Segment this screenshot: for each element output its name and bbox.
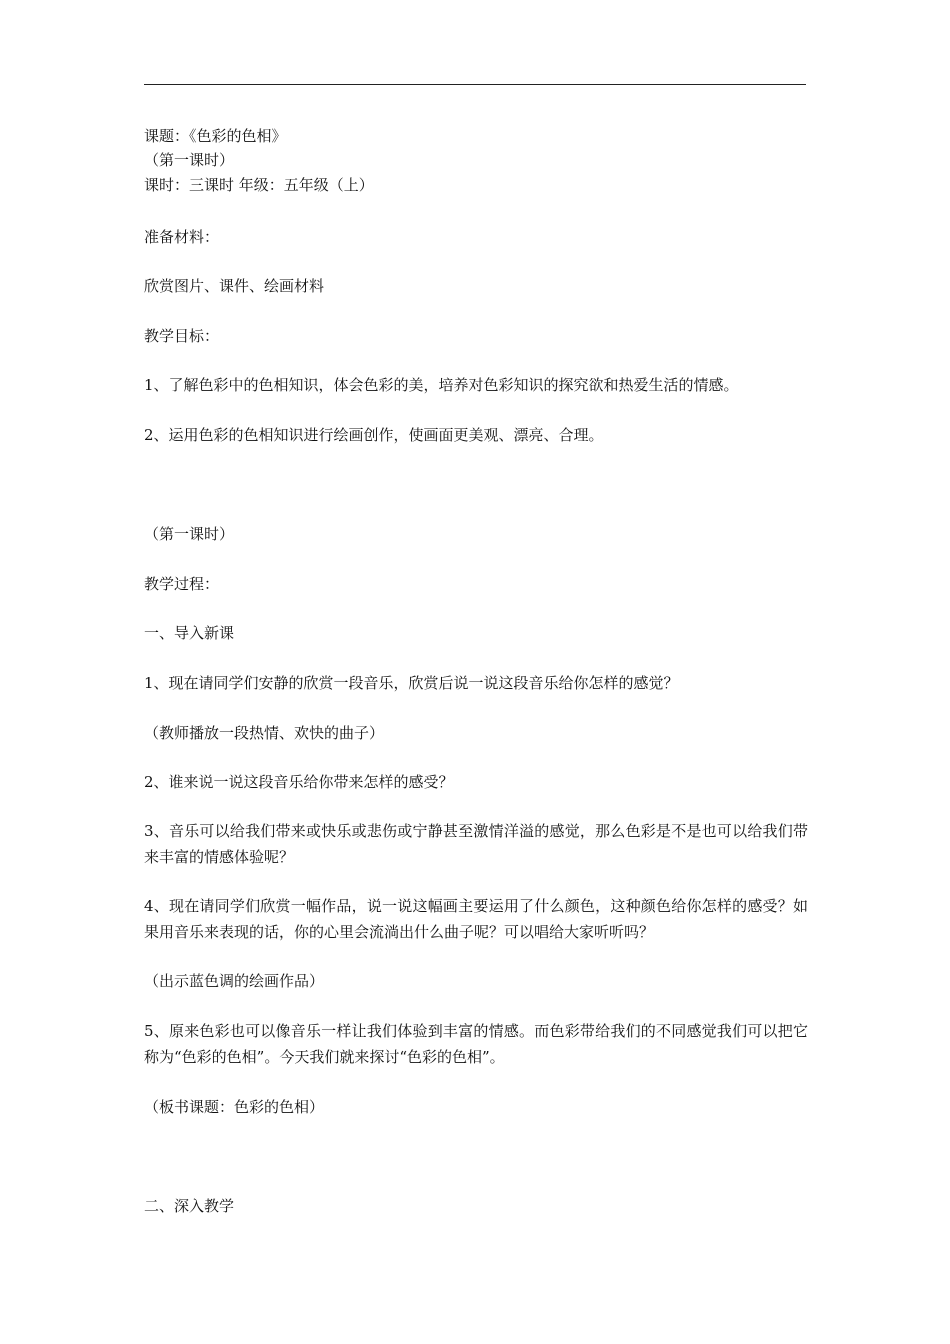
section-heading: 二、深入教学 xyxy=(144,1197,235,1215)
process-heading: 教学过程： xyxy=(144,575,220,593)
lesson-period: （第一课时） xyxy=(144,151,235,169)
lesson-hours-grade: 课时：三课时 年级：五年级（上） xyxy=(144,176,374,194)
section-heading: 一、导入新课 xyxy=(144,624,235,642)
header-rule xyxy=(144,84,806,85)
materials-content: 欣赏图片、课件、绘画材料 xyxy=(144,277,325,295)
process-note: （板书课题：色彩的色相） xyxy=(144,1098,325,1116)
goal-item: 2、运用色彩的色相知识进行绘画创作，使画面更美观、漂亮、合理。 xyxy=(144,426,604,444)
process-paragraph: 4、现在请同学们欣赏一幅作品，说一说这幅画主要运用了什么颜色，这种颜色给你怎样的感受？如果用音乐来表现的话，你的心里会流淌出什么曲子呢？可以唱给大家听听吗？ xyxy=(144,897,808,941)
process-note: （教师播放一段热情、欢快的曲子） xyxy=(144,724,385,742)
process-paragraph: 3、音乐可以给我们带来或快乐或悲伤或宁静甚至激情洋溢的感觉，那么色彩是不是也可以给我们带来丰富的情感体验呢？ xyxy=(144,822,808,866)
process-paragraph: 1、现在请同学们安静的欣赏一段音乐，欣赏后说一说这段音乐给你怎样的感觉？ xyxy=(144,674,679,692)
process-note: （出示蓝色调的绘画作品） xyxy=(144,972,325,990)
process-paragraph: 5、原来色彩也可以像音乐一样让我们体验到丰富的情感。而色彩带给我们的不同感觉我们可以把它称为“色彩的色相”。今天我们就来探讨“色彩的色相”。 xyxy=(144,1022,808,1066)
materials-heading: 准备材料： xyxy=(144,228,220,246)
goal-item: 1、了解色彩中的色相知识，体会色彩的美，培养对色彩知识的探究欲和热爱生活的情感。 xyxy=(144,376,739,394)
process-period: （第一课时） xyxy=(144,525,235,543)
process-paragraph: 2、谁来说一说这段音乐给你带来怎样的感受？ xyxy=(144,773,454,791)
goals-heading: 教学目标： xyxy=(144,327,220,345)
lesson-title: 课题：《色彩的色相》 xyxy=(144,127,287,145)
